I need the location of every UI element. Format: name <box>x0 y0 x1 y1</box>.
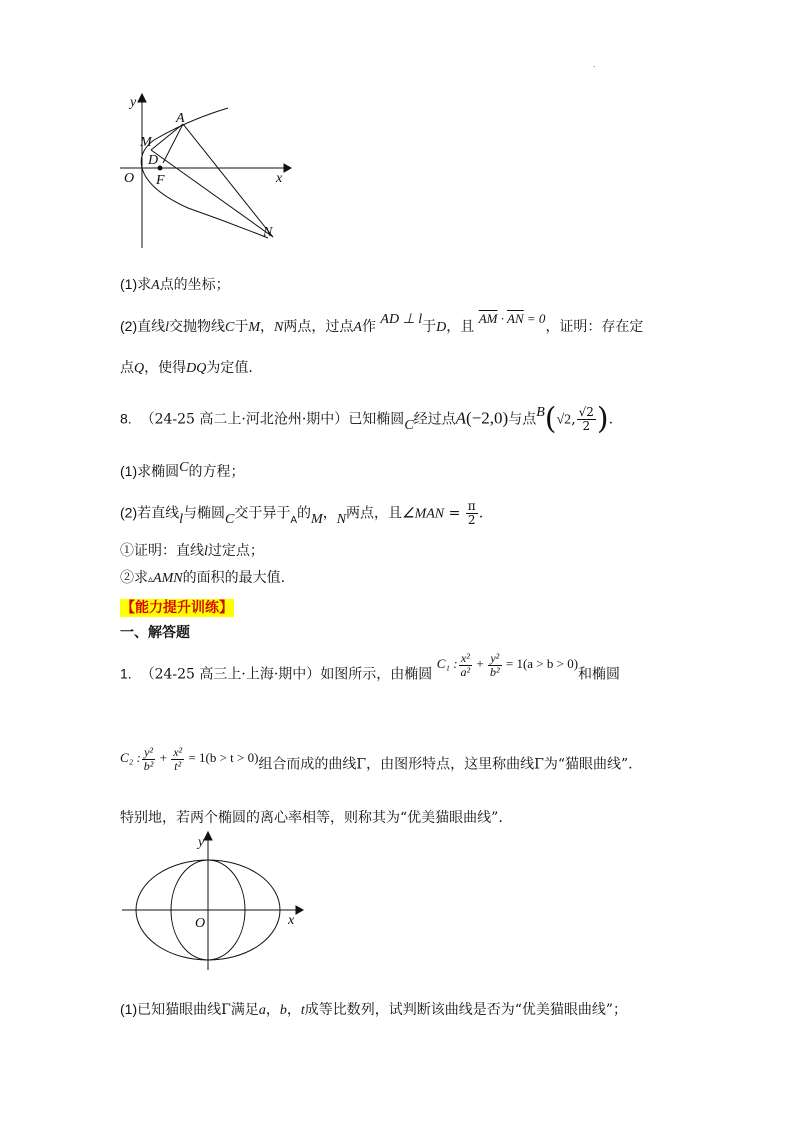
q7-part2-cont: 点Q，使得DQ为定值. <box>120 360 253 376</box>
fig1-label-x: x <box>276 171 283 186</box>
q8-sub2: ②求▵AMN的面积的最大值. <box>120 570 286 586</box>
q1-stem-line2: C₂ : $\frac{\text{y²}}{\text{b²}}$ + $\frac{\text{x²}}{\text{t²}}$ = 1(b > t > 0)组合而成的曲线Γ，由图形特点，这里称曲线Γ为“猫眼曲线”. <box>120 745 633 773</box>
corner-mark: . <box>593 60 596 69</box>
fig2-label-y: y <box>198 835 205 850</box>
fig1-label-o: O <box>124 171 135 186</box>
segment-am <box>151 124 183 150</box>
q8-part2: (2)若直线l与椭圆C交于异于$_A$的M，N两点，且∠MAN = $\frac{\pi}{2}$ . <box>120 499 484 527</box>
fig1-label-n: N <box>263 225 273 240</box>
fig2-label-x: x <box>288 913 295 928</box>
y-axis-arrow-2 <box>204 832 212 840</box>
q1-part1: (1)已知猫眼曲线Γ满足a，b，t成等比数列，试判断该曲线是否为“优美猫眼曲线”； <box>120 1001 628 1018</box>
q8-sub1: ①证明：直线l过定点； <box>120 543 264 559</box>
section-highlight: 【能力提升训练】 <box>121 600 233 616</box>
fig1-label-m: M <box>140 135 152 150</box>
cat-eye-figure <box>118 830 308 975</box>
focus-point <box>158 166 162 170</box>
x-axis-arrow <box>284 164 291 172</box>
fig1-label-d: D <box>148 153 159 168</box>
fig1-label-a: A <box>176 111 185 126</box>
fig1-label-y: y <box>130 95 137 110</box>
q7-part2: (2)直线l交抛物线C于M，N两点，过点A作 AD ⊥ l于D，且 $\overline{AM} \cdot \overline{AN} = 0$，证明：存在定 <box>120 311 644 335</box>
fig2-label-o: O <box>195 916 206 931</box>
segment-mn <box>151 150 273 237</box>
q8-stem: 8. （24-25 高二上·河北沧州·期中）已知椭圆C经过点A(−2,0)与点B(√2, $\frac{√2}{2}$ ). <box>120 401 614 437</box>
y-axis-arrow <box>138 94 146 102</box>
section-heading: 一、解答题 <box>120 625 190 641</box>
q1-stem: 1. （24-25 高三上·上海·期中）如图所示，由椭圆 C₁ : $\frac{\text{x²}}{\text{a²}}$ + $\frac{\text{y²}}{\text{b²}}$ = 1(a > b > 0)和椭圆 <box>120 651 621 683</box>
q8-part1: (1)求椭圆C的方程； <box>120 460 245 480</box>
fig1-label-f: F <box>156 173 165 188</box>
x-axis-arrow-2 <box>296 906 303 914</box>
q7-part1: (1)求A点的坐标； <box>120 276 230 293</box>
segment-an <box>183 124 273 237</box>
parabola-figure <box>118 90 293 250</box>
q1-stem-line3: 特别地，若两个椭圆的离心率相等，则称其为“优美猫眼曲线”. <box>120 810 503 826</box>
